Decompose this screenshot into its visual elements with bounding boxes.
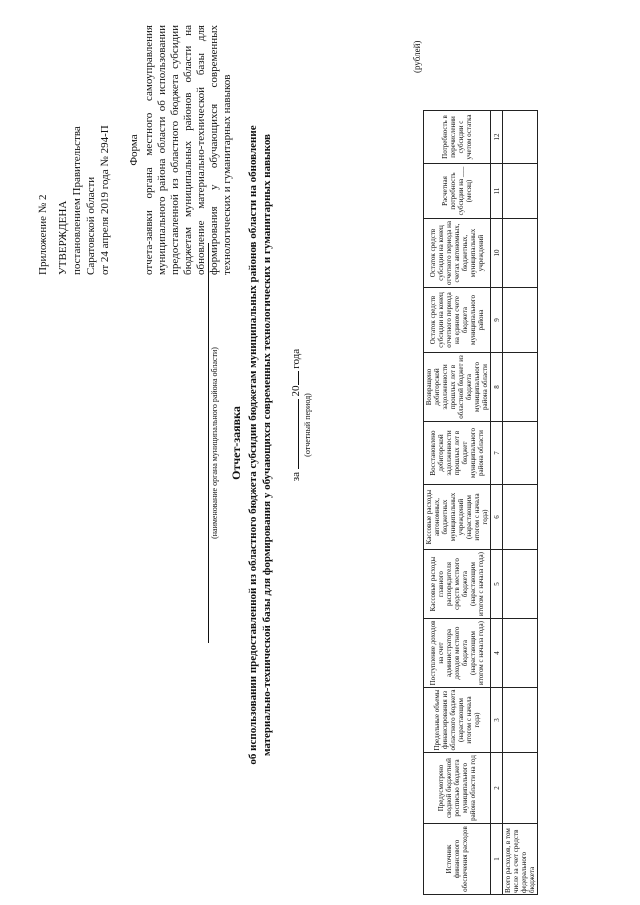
column-number: 7 xyxy=(491,422,503,485)
column-number: 8 xyxy=(491,353,503,422)
column-number: 1 xyxy=(491,824,503,895)
form-description: отчета-заявки органа местного самоуправления муниципального района области об использовании предоставленной из областного бюджета субсидии бюджетам муниципальных районов области на обновление материально-технической базы для формирования у обучающихся современных технологических и гуманитарных навыков xyxy=(143,25,233,275)
data-cell xyxy=(503,753,538,824)
period-caption: (отчетный период) xyxy=(303,393,312,457)
period-year: 20 xyxy=(290,385,302,397)
row-label: Всего расходов, в том числе за счет средств федерального бюджета xyxy=(503,824,538,895)
header-cell: Предельные объемы финансирования из областного бюджета (нарастающим итогом с начала года) xyxy=(424,688,491,753)
approved-line3: от 24 апреля 2019 года № 294-П xyxy=(99,125,111,275)
report-subtitle-line1: об использовании предоставленной из областного бюджета субсидии бюджетам муниципальных районов области на обновление xyxy=(247,125,259,765)
data-cell xyxy=(503,164,538,219)
period-suffix: года xyxy=(290,348,302,369)
report-subtitle-line2: материально-технической базы для формирования у обучающихся современных технологических и гуманитарных навыков xyxy=(261,134,273,756)
header-cell: Остаток средств субсидии на конец отчетного периода на счетах автономных, бюджетных, муниципальных учреждений xyxy=(424,219,491,288)
table-row xyxy=(503,111,538,895)
data-cell xyxy=(503,353,538,422)
column-number: 6 xyxy=(491,485,503,550)
column-number: 12 xyxy=(491,111,503,164)
appendix-block xyxy=(36,125,112,275)
header-cell: Источник финансового обеспечения расходов xyxy=(424,824,491,895)
data-cell xyxy=(503,111,538,164)
period-blank xyxy=(288,399,299,469)
data-cell xyxy=(503,288,538,353)
header-cell: Расчетная потребность субсидии на ___ (месяц) xyxy=(424,164,491,219)
data-cell xyxy=(503,688,538,753)
data-cell xyxy=(503,550,538,619)
header-cell: Поступление доходов на счет администратора доходов местного бюджета (нарастающим итогом с начала года) xyxy=(424,619,491,688)
header-cell: Кассовые расходы главного распорядителя средств местного бюджета (нарастающим итогом с начала года) xyxy=(424,550,491,619)
form-block xyxy=(128,25,234,275)
column-number: 3 xyxy=(491,688,503,753)
period-line xyxy=(288,315,302,515)
data-cell xyxy=(503,422,538,485)
column-number: 10 xyxy=(491,219,503,288)
data-cell xyxy=(503,485,538,550)
column-number: 2 xyxy=(491,753,503,824)
data-cell xyxy=(503,619,538,688)
report-table xyxy=(423,110,538,895)
data-cell xyxy=(503,219,538,288)
header-cell: Потребность в перечислении субсидии с учетом остатка xyxy=(424,111,491,164)
org-caption: (наименование органа муниципального района области) xyxy=(210,347,219,539)
form-title: Форма xyxy=(128,134,140,166)
header-cell: Восстановлено дебиторской задолженности прошлых лет в бюджет муниципального района области xyxy=(424,422,491,485)
column-number: 5 xyxy=(491,550,503,619)
header-cell: Возвращено дебиторской задолженности прошлых лет в областной бюджет из бюджета муниципального района области xyxy=(424,353,491,422)
column-number: 11 xyxy=(491,164,503,219)
period-prefix: за xyxy=(290,471,302,482)
header-cell: Кассовые расходы автономных, бюджетных муниципальных учреждений (нарастающим итогом с начала года) xyxy=(424,485,491,550)
column-number-row xyxy=(491,111,503,895)
column-number: 9 xyxy=(491,288,503,353)
table-header-row xyxy=(424,111,491,895)
header-cell: Предусмотрено сводной бюджетной росписью бюджета муниципального района области на год xyxy=(424,753,491,824)
appendix-number: Приложение № 2 xyxy=(37,194,49,275)
report-title: Отчет-заявка xyxy=(229,406,243,480)
currency-label: (рублей) xyxy=(412,40,422,73)
header-cell: Остаток средств субсидии на конец отчетного периода на едином счете бюджета муниципального района xyxy=(424,288,491,353)
year-blank xyxy=(288,371,299,385)
org-name-line xyxy=(198,243,209,643)
approved-line1: постановлением Правительства xyxy=(71,126,83,275)
report-subtitle xyxy=(246,85,274,805)
approved-line2: Саратовской области xyxy=(85,176,97,275)
approved-label: УТВЕРЖДЕНА xyxy=(57,200,69,275)
column-number: 4 xyxy=(491,619,503,688)
